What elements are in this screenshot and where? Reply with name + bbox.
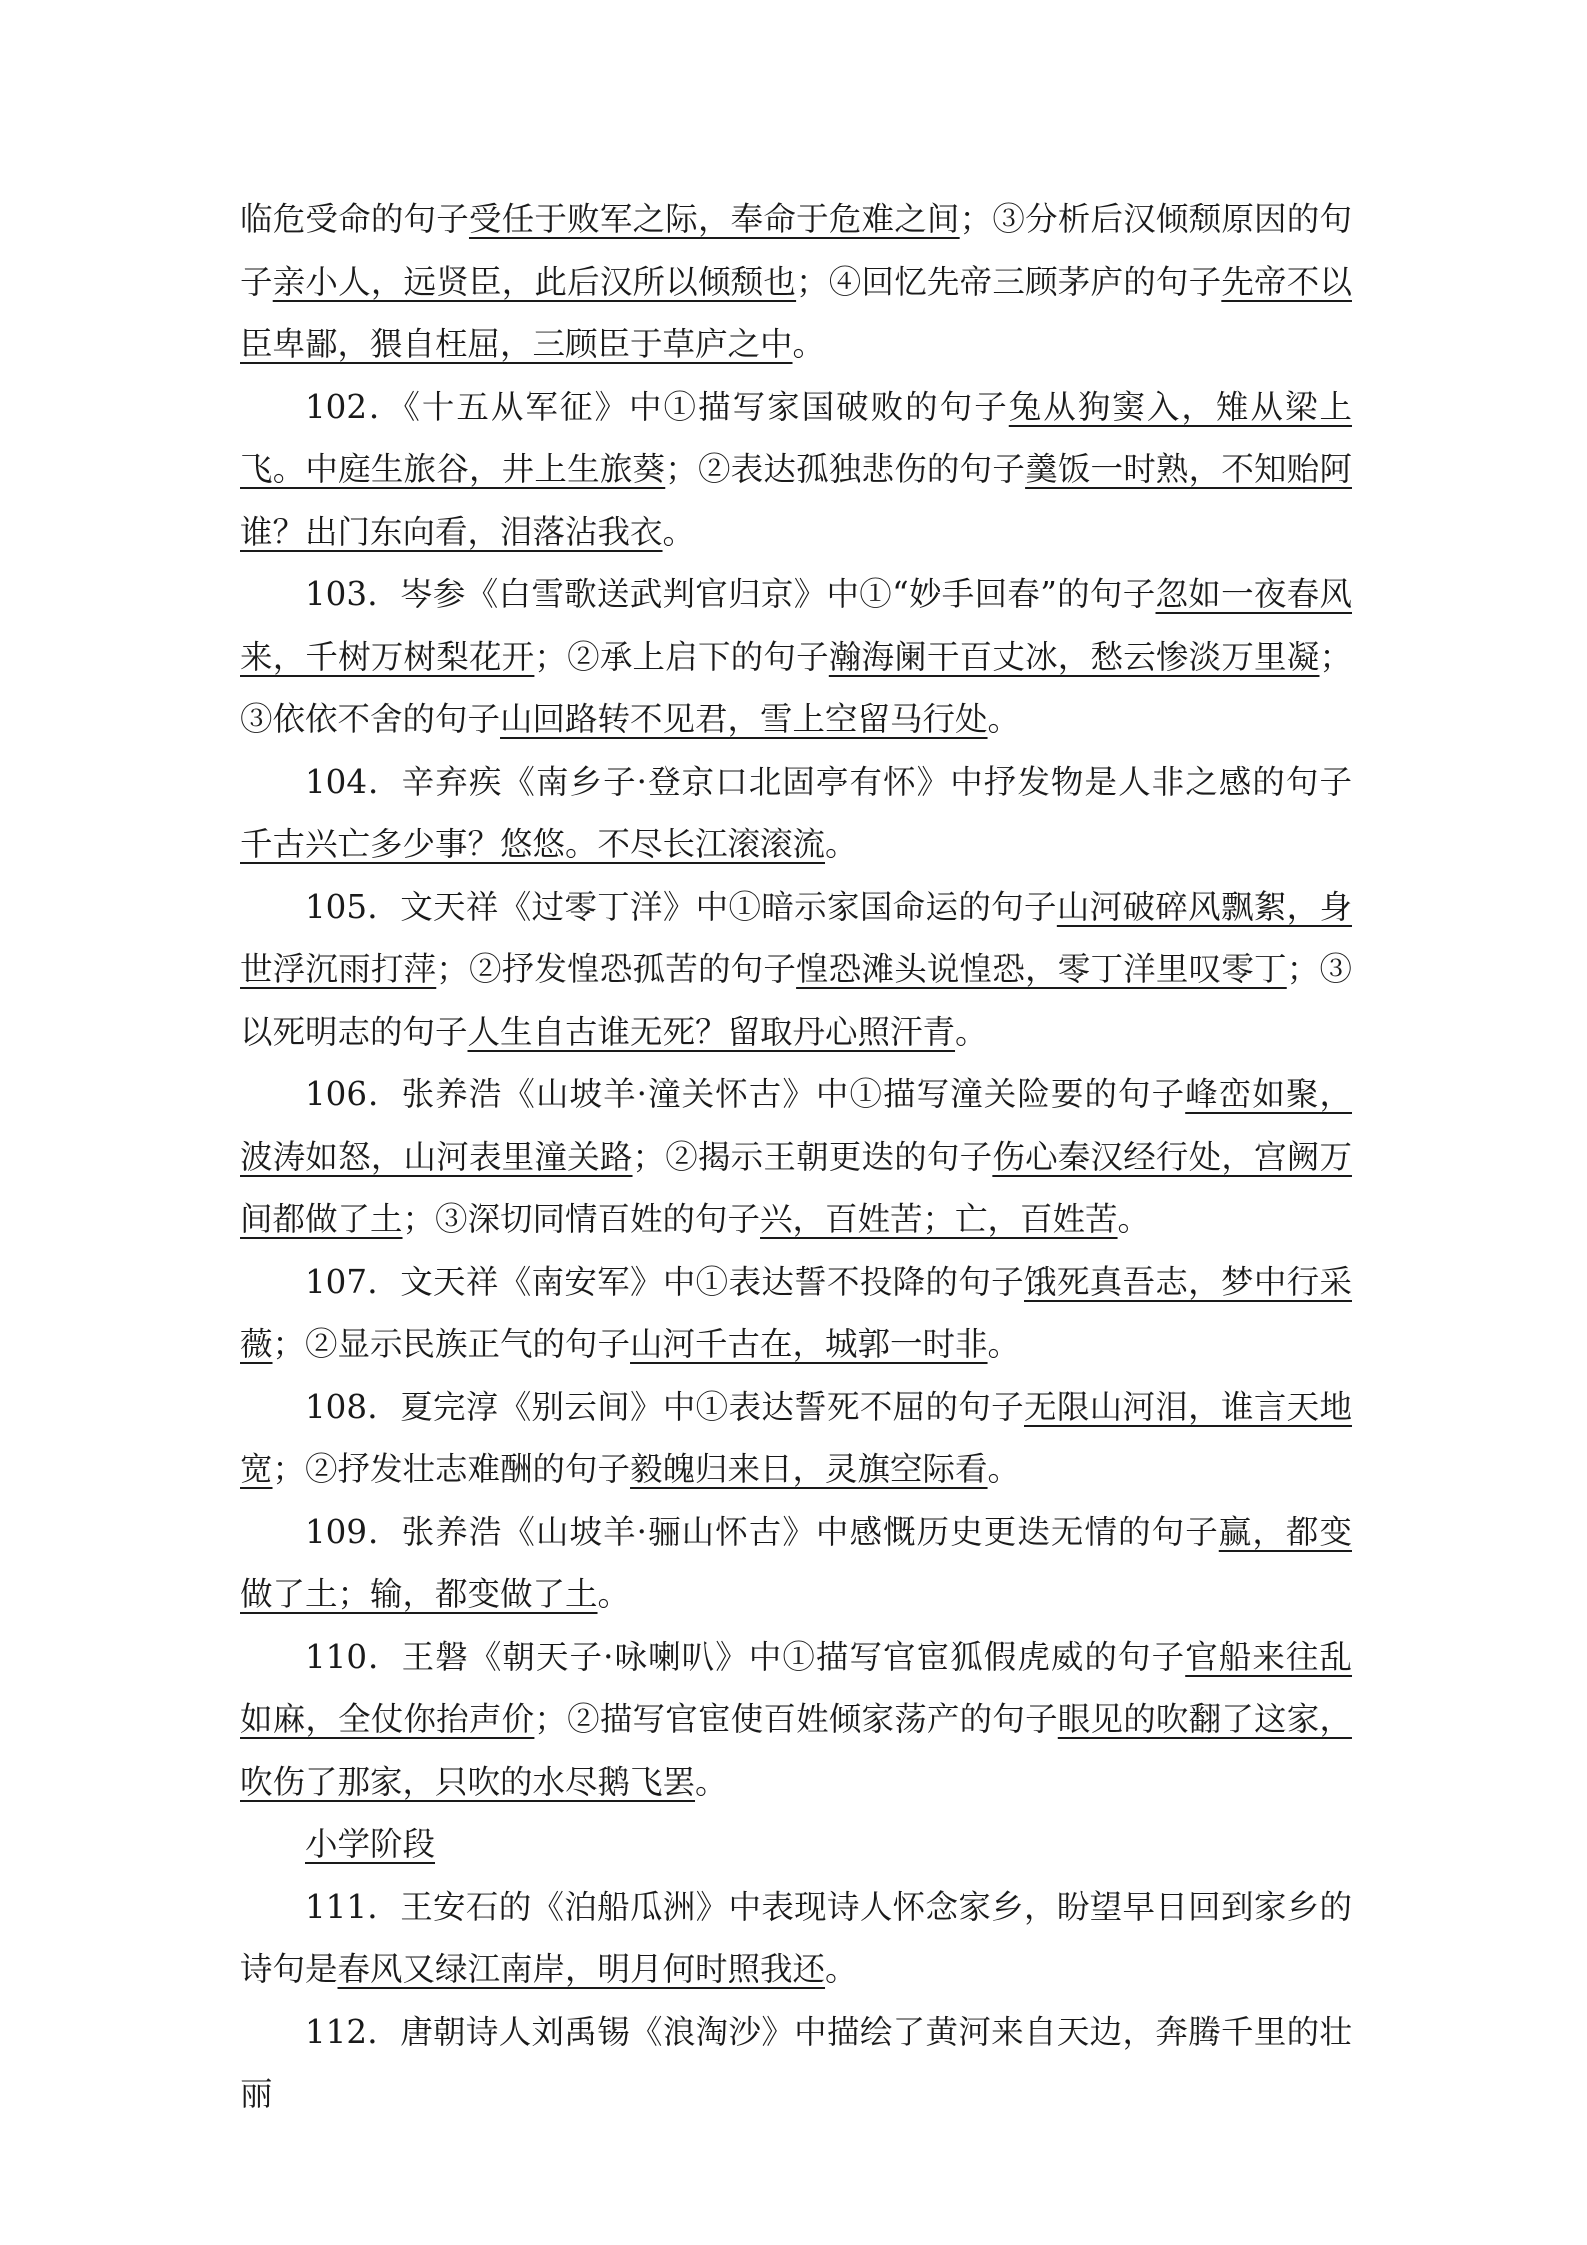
text-run: 。: [792, 325, 826, 363]
underlined-answer: 忽如一夜春风来，千树万树梨花开: [240, 575, 1352, 676]
text-run: 109．张养浩《山坡羊·骊山怀古》中感慨历史更迭无情的句子: [305, 1512, 1219, 1551]
underlined-answer: 毅魄归来日，灵旗空际看: [630, 1450, 988, 1488]
underlined-answer: 瀚海阑干百丈冰，愁云惨淡万里凝: [828, 637, 1320, 676]
text-run: 108．夏完淳《别云间》中①表达誓死不屈的句子: [305, 1387, 1024, 1426]
text-run: ；②承上启下的句子: [534, 637, 829, 676]
underlined-answer: 山回路转不见君，雪上空留马行处: [500, 700, 988, 738]
underlined-answer: 山河千古在，城郭一时非: [630, 1325, 988, 1363]
paragraph: [240, 1876, 1352, 2001]
underlined-answer: 小学阶段: [305, 1825, 436, 1863]
underlined-answer: 眼见的吹翻了这家，吹伤了那家，只吹的水尽鹅飞罢: [240, 1700, 1352, 1801]
text-run: 。: [955, 1012, 988, 1051]
text-run: ；③依依不舍的句子: [240, 637, 1352, 738]
paragraph: [240, 876, 1352, 1064]
underlined-answer: 峰峦如聚，波涛如怒，山河表里潼关路: [240, 1075, 1352, 1176]
text-run: 110．王磐《朝天子·咏喇叭》中①描写官宦狐假虎威的句子: [305, 1637, 1186, 1676]
text-run: ；②显示民族正气的句子: [272, 1325, 631, 1363]
text-run: 。: [695, 1762, 728, 1801]
text-run: ；②表达孤独悲伤的句子: [665, 450, 1026, 488]
text-run: 。: [1117, 1200, 1151, 1238]
underlined-answer: 赢，都变做了土；输，都变做了土: [240, 1512, 1352, 1613]
text-run: 102．《十五从军征》中①描写家国破败的句子: [305, 387, 1009, 426]
paragraph: [240, 1626, 1352, 1814]
text-run: ；③以死明志的句子: [240, 950, 1352, 1051]
underlined-answer: 羹饭一时熟，不知贻阿谁？出门东向看，泪落沾我衣: [240, 450, 1352, 551]
text-run: 107．文天祥《南安军》中①表达誓不投降的句子: [305, 1262, 1024, 1301]
underlined-answer: 官船来往乱如麻，全仗你抬声价: [240, 1637, 1352, 1738]
paragraph: [240, 1063, 1352, 1251]
text-run: 。: [662, 512, 696, 551]
underlined-answer: 亲小人，远贤臣，此后汉所以倾颓也: [272, 262, 797, 301]
underlined-answer: 人生自古谁无死？留取丹心照汗青: [467, 1012, 956, 1051]
underlined-answer: 春风又绿江南岸，明月何时照我还: [337, 1950, 826, 1988]
text-run: 103．岑参《白雪歌送武判官归京》中①“妙手回春”的句子: [305, 575, 1156, 613]
underlined-answer: 饿死真吾志，梦中行采薇: [240, 1262, 1352, 1363]
paragraph: [240, 1501, 1352, 1626]
text-run: ；③深切同情百姓的句子: [402, 1200, 761, 1238]
paragraph: [240, 2001, 1352, 2126]
underlined-answer: 惶恐滩头说惶恐，零丁洋里叹零丁: [796, 950, 1287, 988]
paragraph: [240, 188, 1352, 376]
paragraph: [240, 1376, 1352, 1501]
underlined-answer: 山河破碎风飘絮，身世浮沉雨打萍: [240, 887, 1352, 988]
underlined-answer: 兔从狗窦入，雉从梁上飞。中庭生旅谷，井上生旅葵: [240, 387, 1352, 488]
section-heading: [240, 1813, 1352, 1876]
paragraph: [240, 1251, 1352, 1376]
text-run: 。: [825, 825, 858, 863]
underlined-answer: 千古兴亡多少事？悠悠。不尽长江滚滚流: [240, 825, 826, 863]
text-run: ；②描写官宦使百姓倾家荡产的句子: [534, 1700, 1058, 1738]
paragraph: [240, 376, 1352, 564]
text-run: 。: [987, 700, 1021, 738]
text-run: ；②抒发壮志难酬的句子: [272, 1450, 631, 1488]
underlined-answer: 伤心秦汉经行处，宫阙万间都做了土: [240, 1137, 1352, 1238]
text-run: ；③分析后汉倾颓原因的句子: [240, 200, 1352, 301]
text-run: ；②揭示王朝更迭的句子: [632, 1137, 993, 1176]
text-run: 104．辛弃疾《南乡子·登京口北固亭有怀》中抒发物是人非之感的句子: [305, 762, 1352, 801]
text-run: 。: [597, 1575, 631, 1613]
underlined-answer: 无限山河泪，谁言天地宽: [240, 1387, 1352, 1488]
text-run: ；④回忆先帝三顾茅庐的句子: [796, 262, 1222, 301]
text-run: 112．唐朝诗人刘禹锡《浪淘沙》中描绘了黄河来自天边，奔腾千里的壮丽: [240, 2012, 1352, 2113]
text-run: ；②抒发惶恐孤苦的句子: [436, 950, 797, 988]
paragraph: [240, 563, 1352, 751]
underlined-answer: 先帝不以臣卑鄙，猥自枉屈，三顾臣于草庐之中: [240, 262, 1352, 363]
paragraph: [240, 751, 1352, 876]
text-run: 105．文天祥《过零丁洋》中①暗示家国命运的句子: [305, 887, 1057, 926]
text-run: 106．张养浩《山坡羊·潼关怀古》中①描写潼关险要的句子: [305, 1075, 1186, 1113]
text-run: 111．王安石的《泊船瓜洲》中表现诗人怀念家乡，盼望早日回到家乡的诗句是: [240, 1887, 1352, 1988]
underlined-answer: 兴，百姓苦；亡，百姓苦: [760, 1200, 1118, 1238]
underlined-answer: 受任于败军之际，奉命于危难之间: [468, 200, 960, 238]
text-run: 。: [987, 1325, 1021, 1363]
text-run: 临危受命的句子: [240, 200, 469, 238]
document-page: [240, 188, 1352, 2126]
text-run: 。: [825, 1950, 858, 1988]
text-run: 。: [987, 1450, 1021, 1488]
